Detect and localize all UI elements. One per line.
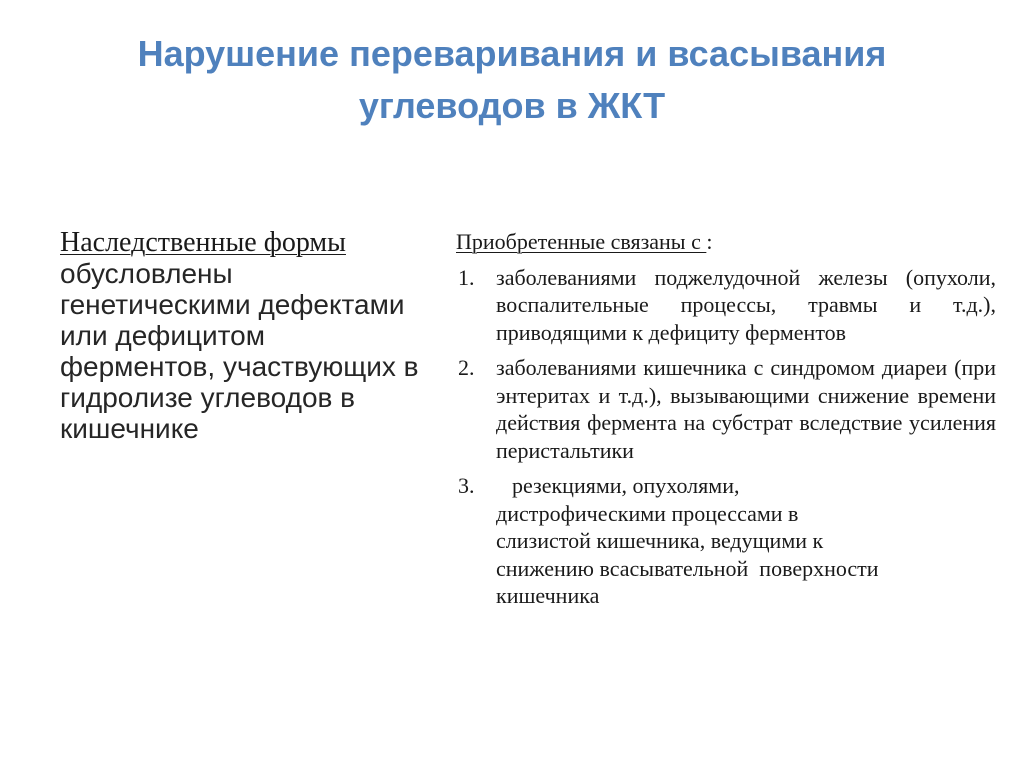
hereditary-forms-body: обусловлены генетическими дефектами или дефицитом ферментов, участвующих в гидролизе углеводов в кишечнике [60, 258, 419, 444]
slide-title-line-2: углеводов в ЖКТ [358, 85, 666, 126]
list-item-text: заболеваниями поджелудочной железы (опухоли, воспалительные процессы, травмы и т.д.), приводящими к дефициту ферментов [496, 264, 996, 345]
list-item-text: заболеваниями кишечника с синдромом диареи (при энтеритах и т.д.), вызывающими снижение времени действия фермента на субстрат вследствие усиления перистальтики [496, 355, 996, 463]
list-item-text-line: резекциями, опухолями, [512, 473, 740, 498]
acquired-forms-heading: Приобретенные связаны с [456, 229, 707, 254]
hereditary-forms-block [60, 226, 420, 444]
slide-title-line-1: Нарушение переваривания и всасывания [137, 33, 887, 74]
acquired-forms-block [456, 228, 996, 618]
hereditary-forms-heading: Наследственные формы [60, 227, 346, 258]
list-item-number: 3. [458, 473, 475, 498]
acquired-forms-colon: : [706, 229, 713, 254]
list-item [456, 354, 996, 464]
list-item-text-line: дистрофическими процессами в [496, 500, 799, 526]
list-item-text-line: снижению всасывательной поверхности [496, 555, 879, 581]
list-item-text-line: слизистой кишечника, ведущими к [496, 528, 824, 553]
list-item-number: 2. [458, 355, 475, 380]
list-item [456, 472, 996, 610]
list-item-text-line: кишечника [496, 583, 600, 608]
slide-title [60, 28, 964, 132]
list-item [456, 264, 996, 347]
list-item-number: 1. [458, 264, 475, 290]
acquired-forms-lead [456, 228, 996, 256]
